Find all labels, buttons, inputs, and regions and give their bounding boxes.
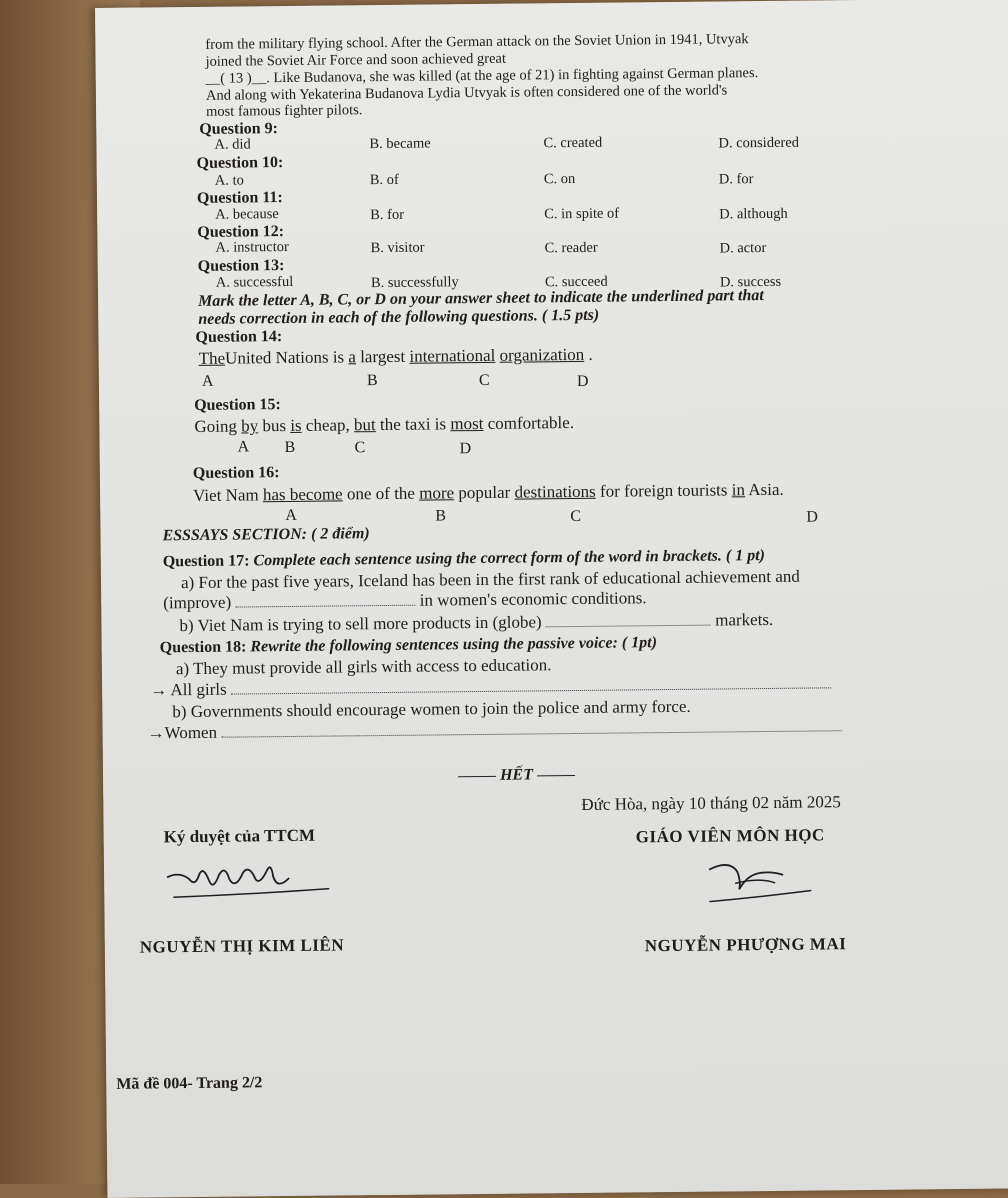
question-13-label: Question 13: [197, 257, 285, 275]
q11-option-c: C. in spite of [544, 205, 620, 223]
q18b-answer-line: →Women [147, 716, 841, 743]
essay-section-heading: ESSSAYS SECTION: ( 2 điểm) [162, 525, 370, 545]
signature-left-icon [159, 855, 360, 907]
q14-underlined-b: a [348, 347, 357, 367]
q9-option-d: D. considered [718, 134, 800, 152]
q11-option-d: D. although [719, 205, 788, 223]
q18b-sentence: b) Governments should encourage women to join the police and army force. [172, 696, 691, 722]
q12-option-c: C. reader [544, 239, 598, 257]
question-11-label: Question 11: [196, 189, 283, 207]
q13-option-d: D. success [719, 273, 782, 291]
q16-underlined-a: has become [262, 484, 343, 505]
q15-underlined-c: but [353, 415, 376, 435]
department-head-name: NGUYỄN THỊ KIM LIÊN [139, 935, 345, 957]
q16-letter-c: C [570, 507, 582, 526]
passage-line-2: joined the Soviet Air Force and soon achieved great [205, 50, 507, 70]
question-14-label: Question 14: [195, 328, 283, 346]
q14-underlined-c: international [409, 345, 496, 366]
q14-letter-c: C [478, 371, 490, 389]
question-12-label: Question 12: [197, 223, 285, 241]
q15-underlined-a: by [241, 416, 259, 436]
q13-option-c: C. succeed [544, 273, 608, 291]
q15-letter-c: C [354, 439, 366, 457]
q16-letter-d: D [806, 508, 819, 526]
q9-option-a: A. did [214, 136, 251, 153]
q16-letter-a: A [285, 506, 297, 525]
error-instruction-line-1: Mark the letter A, B, C, or D on your answer sheet to indicate the underlined part that [197, 287, 764, 310]
q10-option-c: C. on [543, 170, 576, 188]
teacher-name: NGUYỄN PHƯỢNG MAI [644, 934, 847, 956]
q10-option-d: D. for [718, 171, 754, 188]
q10-option-a: A. to [214, 172, 244, 189]
q15-underlined-d: most [450, 413, 484, 434]
q13-option-b: B. successfully [370, 274, 459, 292]
question-14-sentence: TheUnited Nations is a largest international organization . [198, 344, 593, 368]
q15-underlined-b: is [290, 415, 302, 435]
q12-option-b: B. visitor [370, 239, 425, 257]
date-line: Đức Hòa, ngày 10 tháng 02 năm 2025 [581, 792, 841, 814]
q16-underlined-d: in [731, 480, 746, 500]
passage-line-5: most famous fighter pilots. [206, 102, 363, 120]
q14-underlined-d: organization [499, 344, 585, 365]
passage-line-3: __( 13 )__. Like Budanova, she was killed (at the age of 21) in fighting against German planes. [205, 65, 759, 87]
q16-letter-b: B [435, 507, 447, 525]
exam-code-page: Mã đề 004- Trang 2/2 [116, 1074, 263, 1093]
q15-letter-b: B [284, 438, 296, 457]
question-9-label: Question 9: [199, 120, 279, 138]
q11-option-b: B. for [370, 206, 405, 224]
q14-letter-b: B [366, 372, 378, 390]
teacher-title: GIÁO VIÊN MÔN HỌC [635, 825, 825, 847]
q12-option-a: A. instructor [215, 238, 289, 256]
question-10-label: Question 10: [196, 154, 284, 172]
q15-letter-d: D [459, 440, 472, 458]
q14-letter-a: A [201, 372, 214, 390]
question-15-label: Question 15: [194, 396, 281, 414]
q15-letter-a: A [237, 438, 250, 456]
q9-option-c: C. created [543, 134, 603, 152]
q14-letter-d: D [576, 372, 589, 390]
q13-option-a: A. successful [215, 273, 294, 291]
q16-underlined-b: more [419, 483, 455, 503]
q18a-answer-line: → All girls [150, 673, 831, 700]
question-16-label: Question 16: [192, 464, 280, 483]
q17b-line: b) Viet Nam is trying to sell more products in (globe) markets. [179, 609, 774, 636]
q18a-sentence: a) They must provide all girls with access to education. [175, 655, 552, 679]
q12-option-d: D. actor [719, 239, 767, 257]
passage-line-4: And along with Yekaterina Budanova Lydia Utvyak is often considered one of the world's [205, 82, 728, 104]
question-16-sentence: Viet Nam has become one of the more popular destinations for foreign tourists in Asia. [193, 479, 784, 505]
q18a-answer-blank[interactable] [231, 687, 831, 694]
q17a-answer-blank[interactable] [236, 605, 416, 608]
passage-line-1: from the military flying school. After the German attack on the Soviet Union in 1941, Utvyak [205, 31, 749, 53]
q14-underlined-a: The [198, 348, 226, 368]
q17a-line-2: (improve) in women's economic conditions. [163, 588, 647, 613]
question-15-sentence: Going by bus is cheap, but the taxi is most comfortable. [194, 413, 575, 436]
signature-right-icon [689, 852, 850, 909]
question-18: Question 18: Rewrite the following sentences using the passive voice: ( 1pt) [159, 634, 658, 657]
q11-option-a: A. because [215, 206, 279, 223]
department-approval-title: Ký duyệt của TTCM [163, 825, 316, 847]
q16-underlined-c: destinations [514, 481, 596, 502]
q18b-answer-blank[interactable] [221, 730, 841, 737]
q17a-line-1: a) For the past five years, Iceland has been in the first rank of educational achievement and [180, 566, 800, 593]
question-17: Question 17: Complete each sentence using the correct form of the word in brackets. ( 1 pt) [162, 547, 766, 571]
end-marker: HẾT [458, 766, 575, 785]
q9-option-b: B. became [369, 135, 431, 153]
exam-page [95, 0, 1008, 1198]
q17b-answer-blank[interactable] [546, 625, 711, 628]
q10-option-b: B. of [369, 171, 399, 189]
error-instruction-line-2: needs correction in each of the following questions. ( 1.5 pts) [198, 306, 600, 328]
